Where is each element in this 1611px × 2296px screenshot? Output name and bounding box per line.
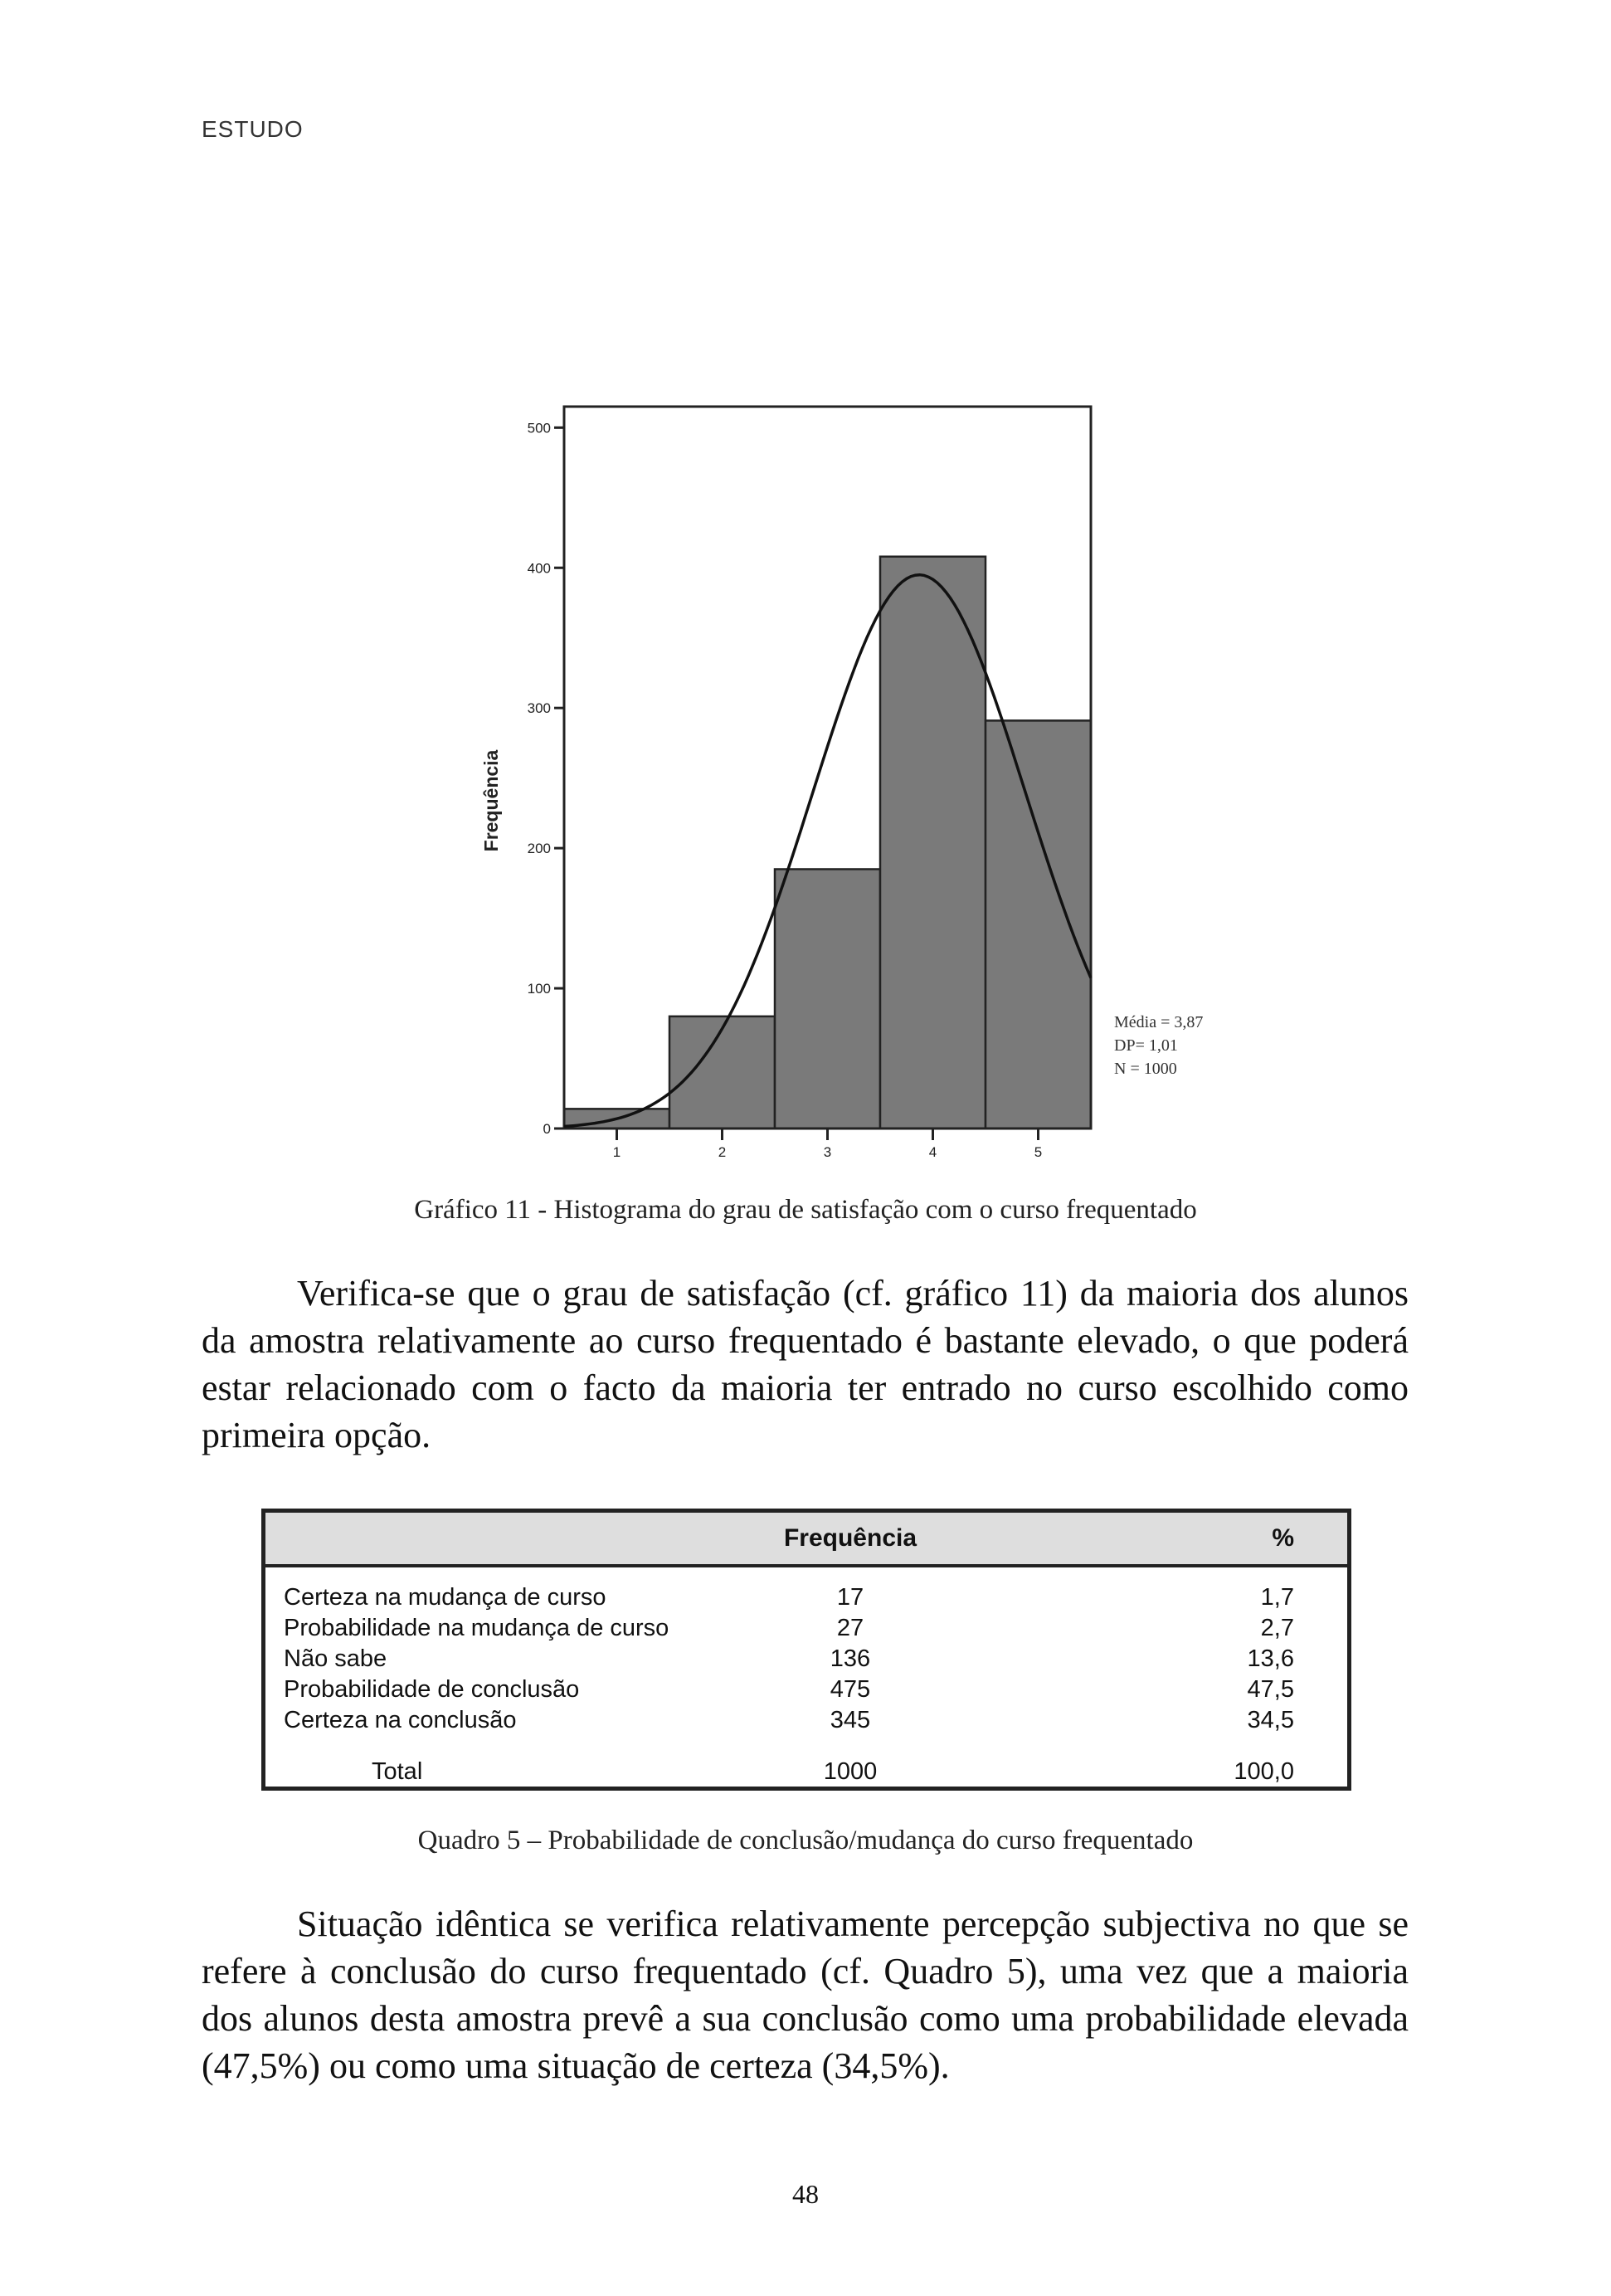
y-tick-label: 300 bbox=[527, 700, 551, 717]
row-freq: 345 bbox=[830, 1707, 871, 1733]
table-total-row bbox=[265, 1758, 1347, 1789]
row-pct: 1,7 bbox=[1260, 1584, 1294, 1611]
histogram-chart bbox=[460, 390, 1257, 1170]
body-paragraph-1: Verifica-se que o grau de satisfação (cf. gráfico 11) da maioria dos alunos da amostra relativamente ao curso frequentado é bastante elevado, o que poderá estar relacionado com o facto da maioria ter entrado no curso escolhido como primeira opção. bbox=[202, 1273, 1409, 1455]
histogram-bar bbox=[775, 869, 880, 1129]
x-tick-label: 1 bbox=[612, 1144, 621, 1160]
stat-label: Média = 3,87 bbox=[1114, 1013, 1204, 1031]
histogram-bar bbox=[880, 557, 986, 1129]
page-number: 48 bbox=[792, 2179, 819, 2209]
table-row bbox=[265, 1676, 1347, 1707]
stat-label: N = 1000 bbox=[1114, 1060, 1177, 1078]
row-label: Certeza na conclusão bbox=[284, 1707, 517, 1733]
table-row bbox=[265, 1615, 1347, 1645]
table-caption: Quadro 5 – Probabilidade de conclusão/mudança do curso frequentado bbox=[417, 1826, 1194, 1855]
row-label: Não sabe bbox=[284, 1645, 387, 1672]
x-tick-label: 3 bbox=[823, 1144, 832, 1160]
row-freq: 136 bbox=[830, 1645, 871, 1672]
running-header: ESTUDO bbox=[202, 116, 304, 142]
figure-caption: Gráfico 11 - Histograma do grau de satisfação com o curso frequentado bbox=[414, 1195, 1197, 1225]
x-tick-label: 4 bbox=[928, 1144, 937, 1160]
row-freq: 17 bbox=[836, 1584, 864, 1611]
total-pct: 100,0 bbox=[1234, 1758, 1294, 1785]
histogram-bar bbox=[669, 1016, 775, 1129]
y-tick-label: 0 bbox=[543, 1121, 551, 1137]
row-pct: 34,5 bbox=[1247, 1707, 1294, 1733]
body-paragraph-2: Situação idêntica se verifica relativamente percepção subjectiva no que se refere à conclusão do curso frequentado (cf. Quadro 5), uma vez que a maioria dos alunos desta amostra prevê a sua conclusão como uma probabilidade elevada (47,5%) ou como uma situação de certeza (34,5%). bbox=[202, 1904, 1409, 2086]
row-freq: 27 bbox=[836, 1615, 864, 1641]
y-tick-label: 200 bbox=[527, 841, 551, 857]
row-label: Probabilidade na mudança de curso bbox=[284, 1615, 669, 1641]
x-tick-label: 2 bbox=[718, 1144, 727, 1160]
row-label: Probabilidade de conclusão bbox=[284, 1676, 580, 1703]
row-pct: 47,5 bbox=[1247, 1676, 1294, 1703]
stat-label: DP= 1,01 bbox=[1114, 1036, 1178, 1055]
total-label: Total bbox=[372, 1758, 423, 1785]
row-freq: 475 bbox=[830, 1676, 871, 1703]
header-percent: % bbox=[1272, 1524, 1294, 1552]
row-pct: 13,6 bbox=[1247, 1645, 1294, 1672]
row-label: Certeza na mudança de curso bbox=[284, 1584, 606, 1611]
y-tick-label: 500 bbox=[527, 420, 551, 436]
table-row bbox=[265, 1584, 1347, 1615]
data-table bbox=[261, 1509, 1351, 1791]
x-tick-label: 5 bbox=[1034, 1144, 1043, 1160]
histogram-bar bbox=[986, 720, 1091, 1129]
y-axis-label: Frequência bbox=[480, 749, 502, 852]
table-row bbox=[265, 1707, 1347, 1738]
y-tick-label: 400 bbox=[527, 560, 551, 577]
header-frequencia: Frequência bbox=[783, 1524, 917, 1552]
row-pct: 2,7 bbox=[1260, 1615, 1294, 1641]
table-row bbox=[265, 1645, 1347, 1676]
y-tick-label: 100 bbox=[527, 981, 551, 997]
table-header bbox=[265, 1513, 1347, 1567]
total-freq: 1000 bbox=[823, 1758, 878, 1785]
